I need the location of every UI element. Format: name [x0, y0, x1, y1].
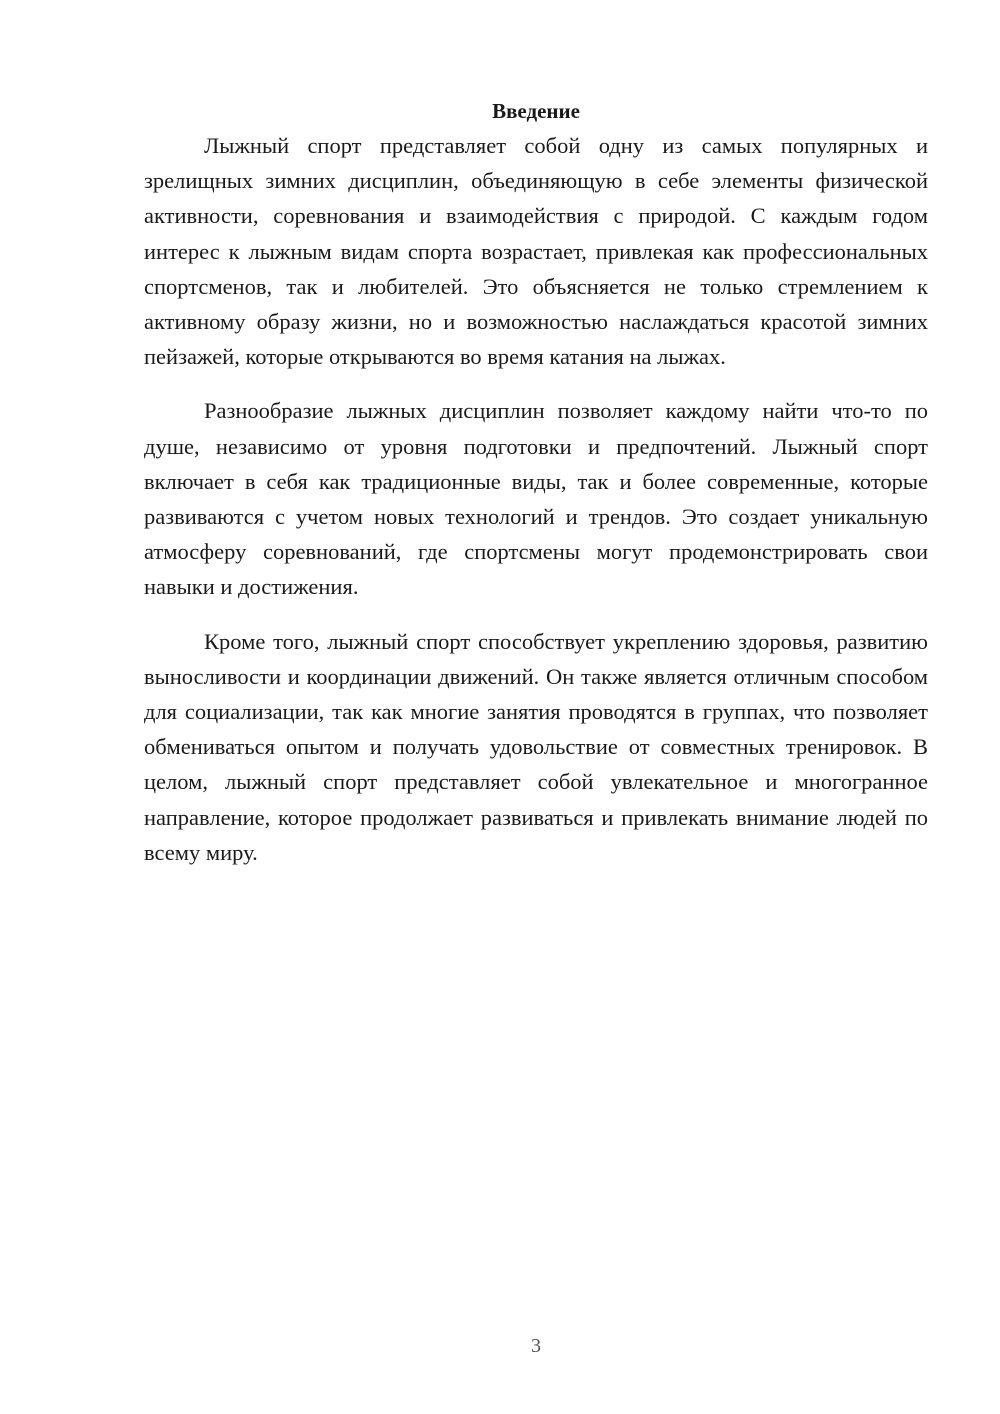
page-content	[144, 96, 928, 889]
paragraph-2: Разнообразие лыжных дисциплин позволяет каждому найти что-то по душе, независимо от уровня подготовки и предпочтений. Лыжный спорт включает в себя как традиционные виды, так и более современные, которые развиваются с учетом новых технологий и трендов. Это создает уникальную атмосферу соревнований, где спортсмены могут продемонстрировать свои навыки и достижения.	[144, 398, 928, 600]
paragraph-1: Лыжный спорт представляет собой одну из самых популярных и зрелищных зимних дисциплин, объединяющую в себе элементы физической активности, соревнования и взаимодействия с природой. С каждым годом интерес к лыжным видам спорта возрастает, привлекая как профессиональных спортсменов, так и любителей. Это объясняется не только стремлением к активному образу жизни, но и возможностью наслаждаться красотой зимних пейзажей, которые открываются во время катания на лыжах.	[144, 133, 928, 370]
paragraph-3: Кроме того, лыжный спорт способствует укреплению здоровья, развитию выносливости и координации движений. Он также является отличным способом для социализации, так как многие занятия проводятся в группах, что позволяет обмениваться опытом и получать удовольствие от совместных тренировок. В целом, лыжный спорт представляет собой увлекательное и многогранное направление, которое продолжает развиваться и привлекать внимание людей по всему миру.	[144, 628, 928, 865]
section-title: Введение	[492, 99, 580, 123]
page-number: 3	[531, 1335, 541, 1357]
